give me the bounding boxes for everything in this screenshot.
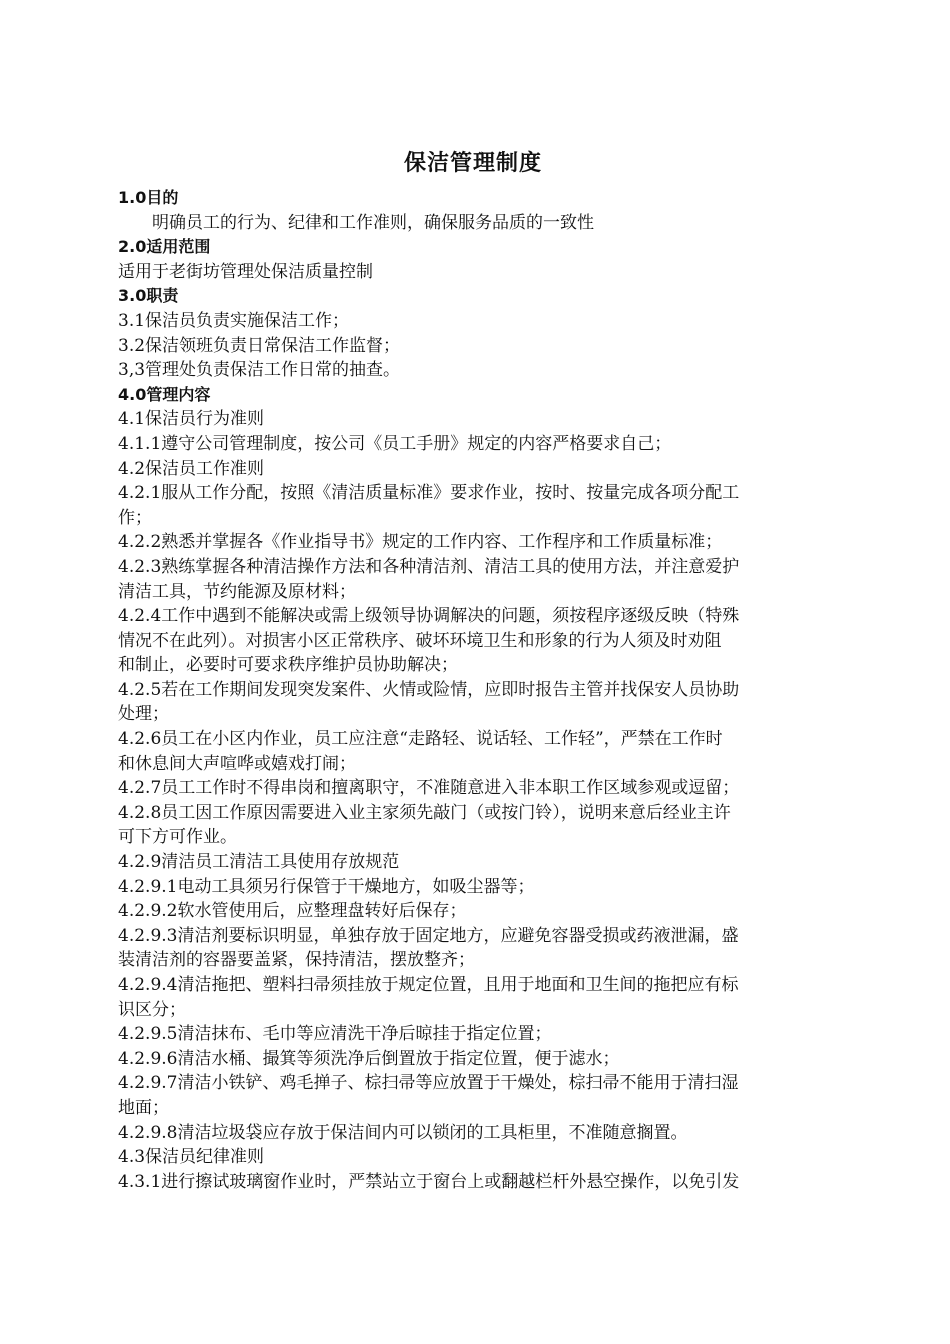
- document-page: [118, 146, 828, 1194]
- paragraph-line: 明确员工的行为、纪律和工作准则，确保服务品质的一致性: [152, 212, 594, 233]
- paragraph-line: 4.2.7员工工作时不得串岗和擅离职守，不准随意进入非本职工作区域参观或逗留；: [118, 778, 740, 799]
- paragraph-line: 4.1保洁员行为准则: [118, 409, 265, 430]
- paragraph-line: 作；: [118, 507, 152, 528]
- paragraph-line: 4.3.1进行擦试玻璃窗作业时，严禁站立于窗台上或翻越栏杆外悬空操作，以免引发: [118, 1171, 740, 1192]
- paragraph-line: 适用于老街坊管理处保洁质量控制: [118, 261, 373, 282]
- paragraph-line: 3,3管理处负责保洁工作日常的抽查。: [118, 360, 401, 381]
- paragraph-line: 4.2.9.5清洁抹布、毛巾等应清洗干净后晾挂于指定位置；: [118, 1024, 552, 1045]
- paragraph-line: 4.2.9.8清洁垃圾袋应存放于保洁间内可以锁闭的工具柜里，不准随意搁置。: [118, 1122, 688, 1143]
- paragraph-line: 4.2.8员工因工作原因需要进入业主家须先敲门（或按门铃），说明来意后经业主许: [118, 802, 731, 823]
- paragraph-line: 4.2.5若在工作期间发现突发案件、火情或险情，应即时报告主管并找保安人员协助: [118, 679, 740, 700]
- paragraph-line: 4.2.9.1电动工具须另行保管于干燥地方，如吸尘器等；: [118, 876, 535, 897]
- paragraph-line: 4.3保洁员纪律准则: [118, 1147, 265, 1168]
- document-body: [118, 186, 828, 1194]
- paragraph-line: 可下方可作业。: [118, 827, 237, 848]
- paragraph-line: 4.2.6员工在小区内作业，员工应注意“走路轻、说话轻、工作轻”，严禁在工作时: [118, 729, 723, 750]
- paragraph-line: 4.2.3熟练掌握各种清洁操作方法和各种清洁剂、清洁工具的使用方法，并注意爱护: [118, 556, 740, 577]
- document-title: 保洁管理制度: [403, 151, 542, 176]
- paragraph-line: 4.2.4工作中遇到不能解决或需上级领导协调解决的问题，须按程序逐级反映（特殊: [118, 606, 740, 627]
- section-heading: 2.0适用范围: [118, 237, 211, 257]
- paragraph-line: 和休息间大声喧哗或嬉戏打闹；: [118, 753, 356, 774]
- paragraph-line: 地面；: [118, 1097, 169, 1118]
- paragraph-line: 和制止，必要时可要求秩序维护员协助解决；: [118, 655, 458, 676]
- paragraph-line: 识区分；: [118, 999, 186, 1020]
- paragraph-line: 装清洁剂的容器要盖紧，保持清洁，摆放整齐；: [118, 950, 475, 971]
- paragraph-line: 4.2保洁员工作准则: [118, 458, 265, 479]
- paragraph-line: 3.2保洁领班负责日常保洁工作监督；: [118, 335, 401, 356]
- paragraph-line: 4.2.9清洁员工清洁工具使用存放规范: [118, 852, 400, 873]
- paragraph-line: 4.2.9.4清洁拖把、塑料扫帚须挂放于规定位置，且用于地面和卫生间的拖把应有标: [118, 975, 739, 995]
- paragraph-line: 处理；: [118, 704, 169, 725]
- section-heading: 3.0职责: [118, 286, 179, 306]
- paragraph-line: 4.2.9.7清洁小铁铲、鸡毛掸子、棕扫帚等应放置于干燥处，棕扫帚不能用于清扫湿: [118, 1073, 739, 1094]
- paragraph-line: 清洁工具，节约能源及原材料；: [118, 581, 356, 602]
- paragraph-line: 4.2.9.6清洁水桶、撮箕等须洗净后倒置放于指定位置，便于滤水；: [118, 1048, 620, 1069]
- paragraph-line: 4.2.9.2软水管使用后，应整理盘转好后保存；: [118, 901, 467, 922]
- paragraph-line: 3.1保洁员负责实施保洁工作；: [118, 310, 350, 331]
- section-heading: 1.0目的: [118, 188, 179, 207]
- paragraph-line: 4.2.9.3清洁剂要标识明显，单独存放于固定地方，应避免容器受损或药液泄漏，盛: [118, 925, 739, 946]
- paragraph-line: 情况不在此列）。对损害小区正常秩序、破坏环境卫生和形象的行为人须及时劝阻: [118, 630, 722, 651]
- paragraph-line: 4.2.2熟悉并掌握各《作业指导书》规定的工作内容、工作程序和工作质量标准；: [118, 532, 723, 553]
- paragraph-line: 4.1.1遵守公司管理制度，按公司《员工手册》规定的内容严格要求自己；: [118, 433, 672, 454]
- paragraph-line: 4.2.1服从工作分配，按照《清洁质量标准》要求作业，按时、按量完成各项分配工: [118, 483, 740, 504]
- section-heading: 4.0管理内容: [118, 384, 211, 404]
